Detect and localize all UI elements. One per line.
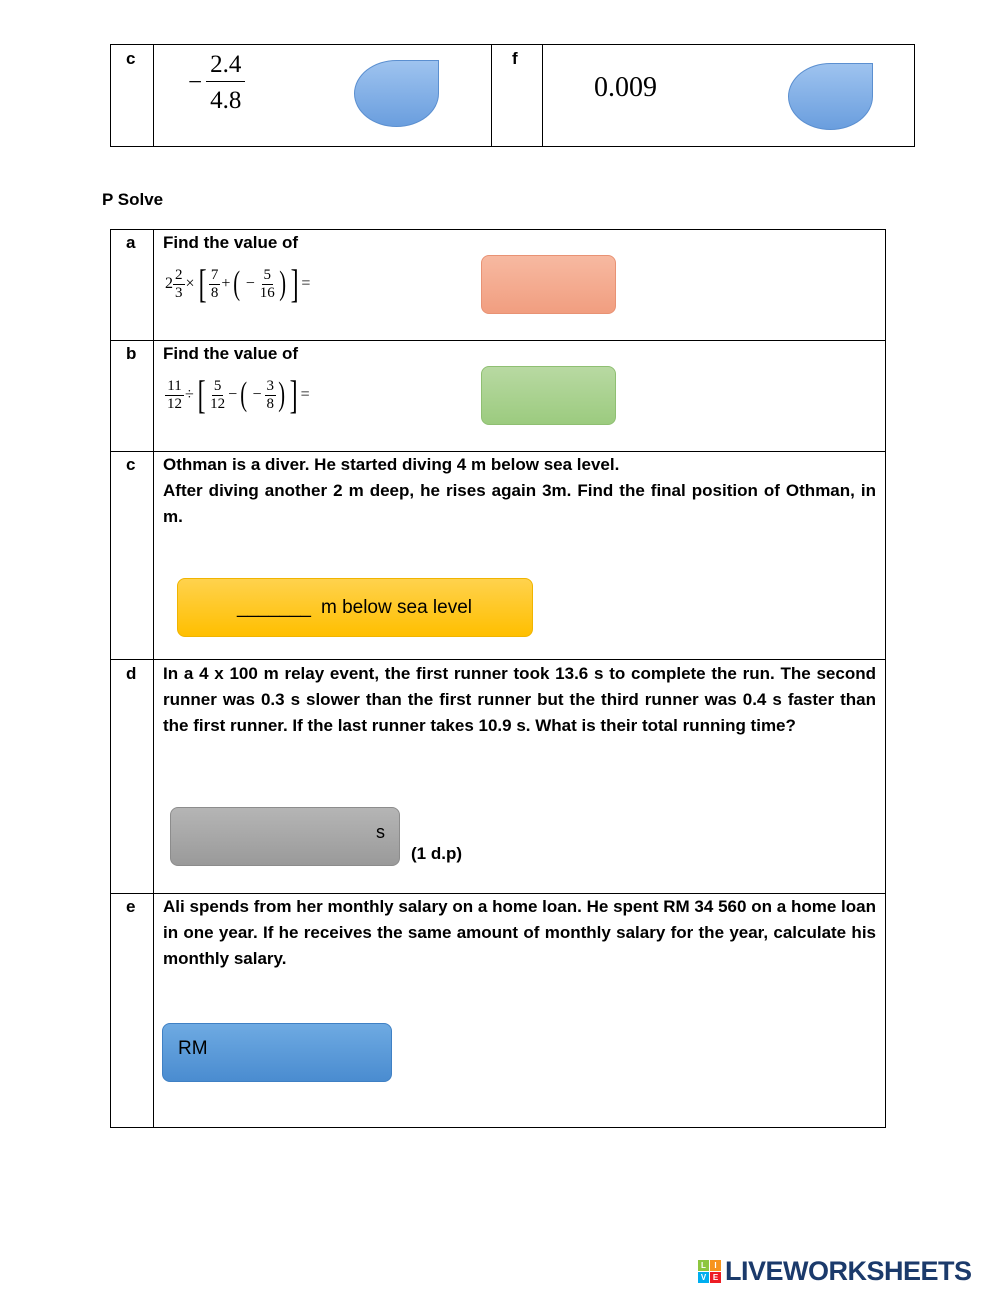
row-label-b: b <box>126 344 137 363</box>
denominator: 12 <box>210 395 226 412</box>
numerator: 2 <box>175 266 183 283</box>
expression-a <box>165 258 310 310</box>
fraction <box>258 268 277 301</box>
fraction-c <box>188 52 245 113</box>
right-bracket: ] <box>290 261 299 306</box>
answer-box-b[interactable] <box>481 366 616 425</box>
logo-letter-l: L <box>698 1260 709 1271</box>
minus-sign: − <box>252 386 262 403</box>
left-bracket: [ <box>197 372 206 417</box>
fraction <box>208 379 227 412</box>
minus-sign: − <box>228 386 238 403</box>
liveworksheets-logo <box>698 1256 972 1287</box>
answer-suffix: m below sea level <box>320 596 472 618</box>
whole-number: 2 <box>165 275 173 292</box>
denominator: 8 <box>210 284 219 301</box>
fraction <box>209 268 221 301</box>
row-divider <box>110 659 886 660</box>
divide-sign: ÷ <box>185 386 194 403</box>
numerator: 7 <box>210 266 219 283</box>
left-paren: ( <box>233 265 241 302</box>
row-label-f: f <box>512 49 518 68</box>
fraction <box>206 52 245 113</box>
fraction <box>173 268 185 301</box>
question-c-line2: After diving another 2 m deep, he rises again 3m. Find the final position of Othman, in m. <box>163 481 876 526</box>
question-c-text <box>163 452 876 530</box>
currency-label: RM <box>178 1038 208 1059</box>
denominator: 8 <box>266 395 274 412</box>
question-d-text: In a 4 x 100 m relay event, the first runner took 13.6 s to complete the run. The second runner was 0.3 s slower than the first runner but the third runner was 0.4 s faster than the first runner. If the last runner takes 10.9 s. What is their total running time? <box>163 664 876 735</box>
logo-letter-i: I <box>710 1260 721 1271</box>
top-table-divider <box>491 44 492 147</box>
answer-box-e[interactable] <box>162 1023 392 1082</box>
answer-box-c[interactable] <box>177 578 533 637</box>
section-title: P Solve <box>102 190 164 209</box>
top-table-divider <box>542 44 543 147</box>
row-label-e: e <box>126 897 136 916</box>
unit-label: s <box>376 822 385 842</box>
question-a-prompt: Find the value of <box>163 233 299 252</box>
plus-sign: + <box>221 275 231 292</box>
answer-drop-c[interactable] <box>354 60 439 127</box>
left-bracket: [ <box>198 261 207 306</box>
numerator: 2.4 <box>206 52 245 82</box>
row-label-d: d <box>126 664 137 683</box>
logo-letter-e: E <box>710 1272 721 1283</box>
answer-drop-f[interactable] <box>788 63 873 130</box>
answer-box-a[interactable] <box>481 255 616 314</box>
logo-letter-v: V <box>698 1272 709 1283</box>
value-f: 0.009 <box>594 72 657 103</box>
numerator: 5 <box>263 266 271 283</box>
brand-name: LIVEWORKSHEETS <box>725 1256 972 1286</box>
equals-sign: = <box>301 275 311 292</box>
expression-b <box>165 369 310 421</box>
solve-table-divider <box>153 229 154 1128</box>
row-label-c2: c <box>126 455 136 474</box>
left-paren: ( <box>240 376 248 413</box>
answer-blank: _______ <box>237 596 311 618</box>
question-e-text: Ali spends from her monthly salary on a home loan. He spent RM 34 560 on a home loan in one year. If he receives the same amount of monthly salary for the year, calculate his monthly salary. <box>163 897 876 968</box>
times-sign: × <box>185 275 195 292</box>
answer-box-d[interactable] <box>170 807 400 866</box>
right-paren: ) <box>279 265 286 302</box>
numerator: 5 <box>213 377 222 394</box>
numerator: 11 <box>167 377 182 394</box>
fraction <box>265 379 277 412</box>
row-label-a: a <box>126 233 136 252</box>
right-paren: ) <box>278 376 286 413</box>
precision-note: (1 d.p) <box>411 844 462 863</box>
denominator: 12 <box>167 395 182 412</box>
denominator: 3 <box>175 284 183 301</box>
row-divider <box>110 340 886 341</box>
top-table-divider <box>153 44 154 147</box>
logo-grid-icon <box>698 1260 721 1283</box>
numerator: 3 <box>266 377 274 394</box>
minus-sign: − <box>188 68 203 96</box>
right-bracket: ] <box>289 372 298 417</box>
equals-sign: = <box>300 386 310 403</box>
minus-sign: − <box>245 275 255 292</box>
question-c-line1: Othman is a diver. He started diving 4 m below sea level. <box>163 455 620 474</box>
fraction <box>165 379 184 412</box>
row-label-c: c <box>126 49 136 68</box>
denominator: 4.8 <box>210 87 242 114</box>
question-b-prompt: Find the value of <box>163 344 299 363</box>
denominator: 16 <box>259 284 275 301</box>
